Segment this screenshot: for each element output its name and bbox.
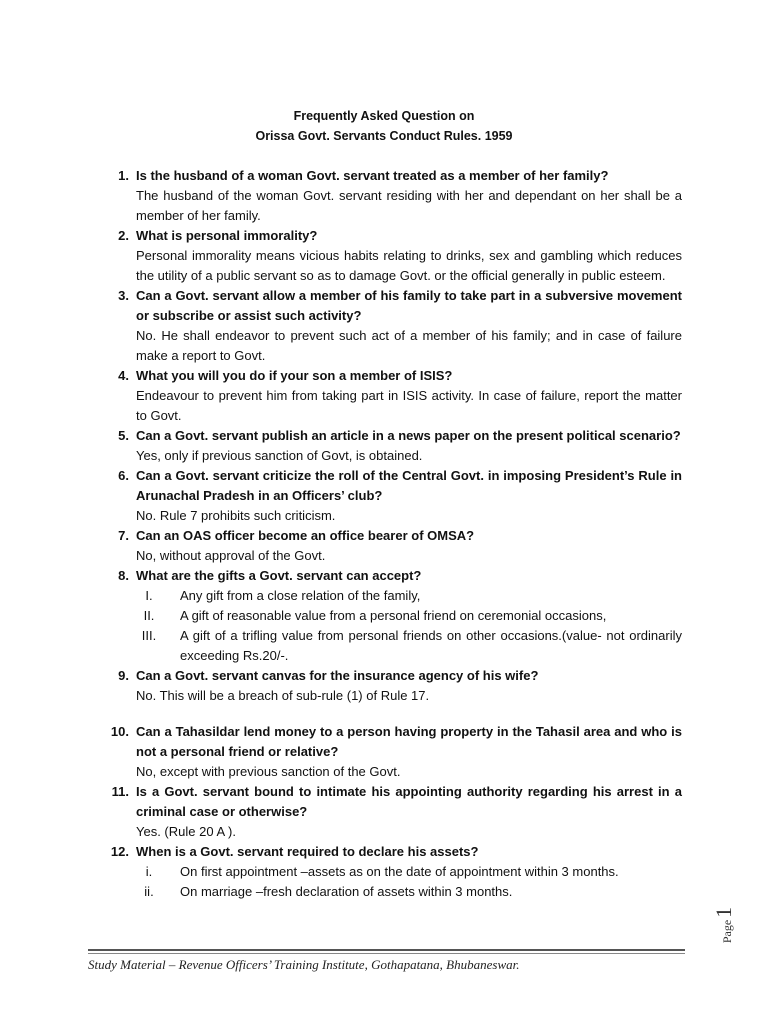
question-text: Is a Govt. servant bound to intimate his appointing authority regarding his arrest in a criminal case or otherwise? bbox=[136, 784, 682, 819]
question-text: What you will you do if your son a member of ISIS? bbox=[136, 368, 453, 383]
page-word: Page bbox=[720, 919, 734, 944]
faq-list bbox=[0, 166, 768, 902]
list-item-text: A gift of a trifling value from personal friends on other occasions.(value- not ordinarily exceeding Rs.20/-. bbox=[180, 628, 682, 663]
list-item-text: A gift of reasonable value from a personal friend on ceremonial occasions, bbox=[180, 608, 607, 623]
question-number: 1. bbox=[118, 168, 129, 183]
question-number: 9. bbox=[118, 668, 129, 683]
question-text: Can a Tahasildar lend money to a person having property in the Tahasil area and who is not a personal friend or relative? bbox=[136, 724, 682, 759]
faq-item bbox=[0, 166, 768, 226]
answer-text: No. Rule 7 prohibits such criticism. bbox=[136, 508, 336, 523]
faq-item bbox=[0, 226, 768, 286]
footer-divider bbox=[88, 949, 685, 951]
answer-list-item bbox=[145, 862, 682, 882]
answer-list-item bbox=[145, 586, 682, 606]
list-marker: I. bbox=[145, 588, 153, 603]
faq-item bbox=[0, 426, 768, 466]
question-text: What is personal immorality? bbox=[136, 228, 318, 243]
document-subtitle: Orissa Govt. Servants Conduct Rules. 1959 bbox=[255, 129, 513, 143]
page-number-label bbox=[711, 905, 761, 945]
question-number: 10. bbox=[110, 724, 129, 739]
faq-item bbox=[0, 366, 768, 426]
faq-item bbox=[0, 842, 768, 902]
answer-text: No, except with previous sanction of the Govt. bbox=[136, 764, 401, 779]
question-text: Can an OAS officer become an office bearer of OMSA? bbox=[136, 528, 475, 543]
list-marker: i. bbox=[145, 864, 153, 879]
answer-text: No, without approval of the Govt. bbox=[136, 548, 326, 563]
faq-item bbox=[0, 666, 768, 706]
question-text: When is a Govt. servant required to declare his assets? bbox=[136, 844, 479, 859]
answer-text: Personal immorality means vicious habits relating to drinks, sex and gambling which reduces the utility of a public servant so as to damage Govt. or the official generally in public esteem. bbox=[136, 248, 682, 283]
faq-item bbox=[0, 466, 768, 526]
faq-item bbox=[0, 566, 768, 666]
question-text: Can a Govt. servant criticize the roll of the Central Govt. in imposing President’s Rule in Arunachal Pradesh in an Officers’ club? bbox=[136, 468, 682, 503]
question-text: Can a Govt. servant publish an article in a news paper on the present political scenario? bbox=[136, 428, 681, 443]
answer-text: No. This will be a breach of sub-rule (1) of Rule 17. bbox=[136, 688, 430, 703]
list-item-text: On marriage –fresh declaration of assets within 3 months. bbox=[180, 884, 513, 899]
question-number: 6. bbox=[118, 468, 129, 483]
question-number: 5. bbox=[118, 428, 129, 443]
answer-list-item bbox=[143, 606, 682, 626]
question-text: Can a Govt. servant allow a member of his family to take part in a subversive movement or subscribe or assist such activity? bbox=[136, 288, 682, 323]
question-number: 8. bbox=[118, 568, 129, 583]
page-number: 1 bbox=[711, 906, 736, 918]
footer-text: Study Material – Revenue Officers’ Training Institute, Gothapatana, Bhubaneswar. bbox=[88, 957, 520, 972]
list-item-text: Any gift from a close relation of the family, bbox=[180, 588, 421, 603]
list-marker: II. bbox=[143, 608, 155, 623]
faq-item bbox=[0, 782, 768, 842]
list-marker: III. bbox=[141, 628, 157, 643]
faq-item bbox=[0, 722, 768, 782]
answer-list-item bbox=[141, 626, 682, 666]
question-number: 3. bbox=[118, 288, 129, 303]
question-number: 7. bbox=[118, 528, 129, 543]
question-number: 12. bbox=[110, 844, 129, 859]
list-item-text: On first appointment –assets as on the date of appointment within 3 months. bbox=[180, 864, 619, 879]
answer-text: Endeavour to prevent him from taking part in ISIS activity. In case of failure, report the matter to Govt. bbox=[136, 388, 682, 423]
answer-text: Yes, only if previous sanction of Govt, is obtained. bbox=[136, 448, 423, 463]
answer-text: Yes. (Rule 20 A ). bbox=[136, 824, 236, 839]
answer-list-item bbox=[144, 882, 682, 902]
question-number: 2. bbox=[118, 228, 129, 243]
answer-text: The husband of the woman Govt. servant residing with her and dependant on her shall be a member of her family. bbox=[136, 188, 682, 223]
faq-item bbox=[0, 286, 768, 366]
question-number: 4. bbox=[118, 368, 129, 383]
list-marker: ii. bbox=[144, 884, 154, 899]
footer-divider-thin bbox=[88, 953, 685, 954]
question-number: 11. bbox=[111, 784, 129, 799]
answer-text: No. He shall endeavor to prevent such act of a member of his family; and in case of failure make a report to Govt. bbox=[136, 328, 682, 363]
document-title: Frequently Asked Question on bbox=[293, 109, 475, 123]
question-text: Is the husband of a woman Govt. servant treated as a member of her family? bbox=[136, 168, 609, 183]
paragraph-gap bbox=[0, 706, 768, 722]
faq-item bbox=[0, 526, 768, 566]
question-text: Can a Govt. servant canvas for the insurance agency of his wife? bbox=[136, 668, 539, 683]
question-text: What are the gifts a Govt. servant can accept? bbox=[136, 568, 422, 583]
